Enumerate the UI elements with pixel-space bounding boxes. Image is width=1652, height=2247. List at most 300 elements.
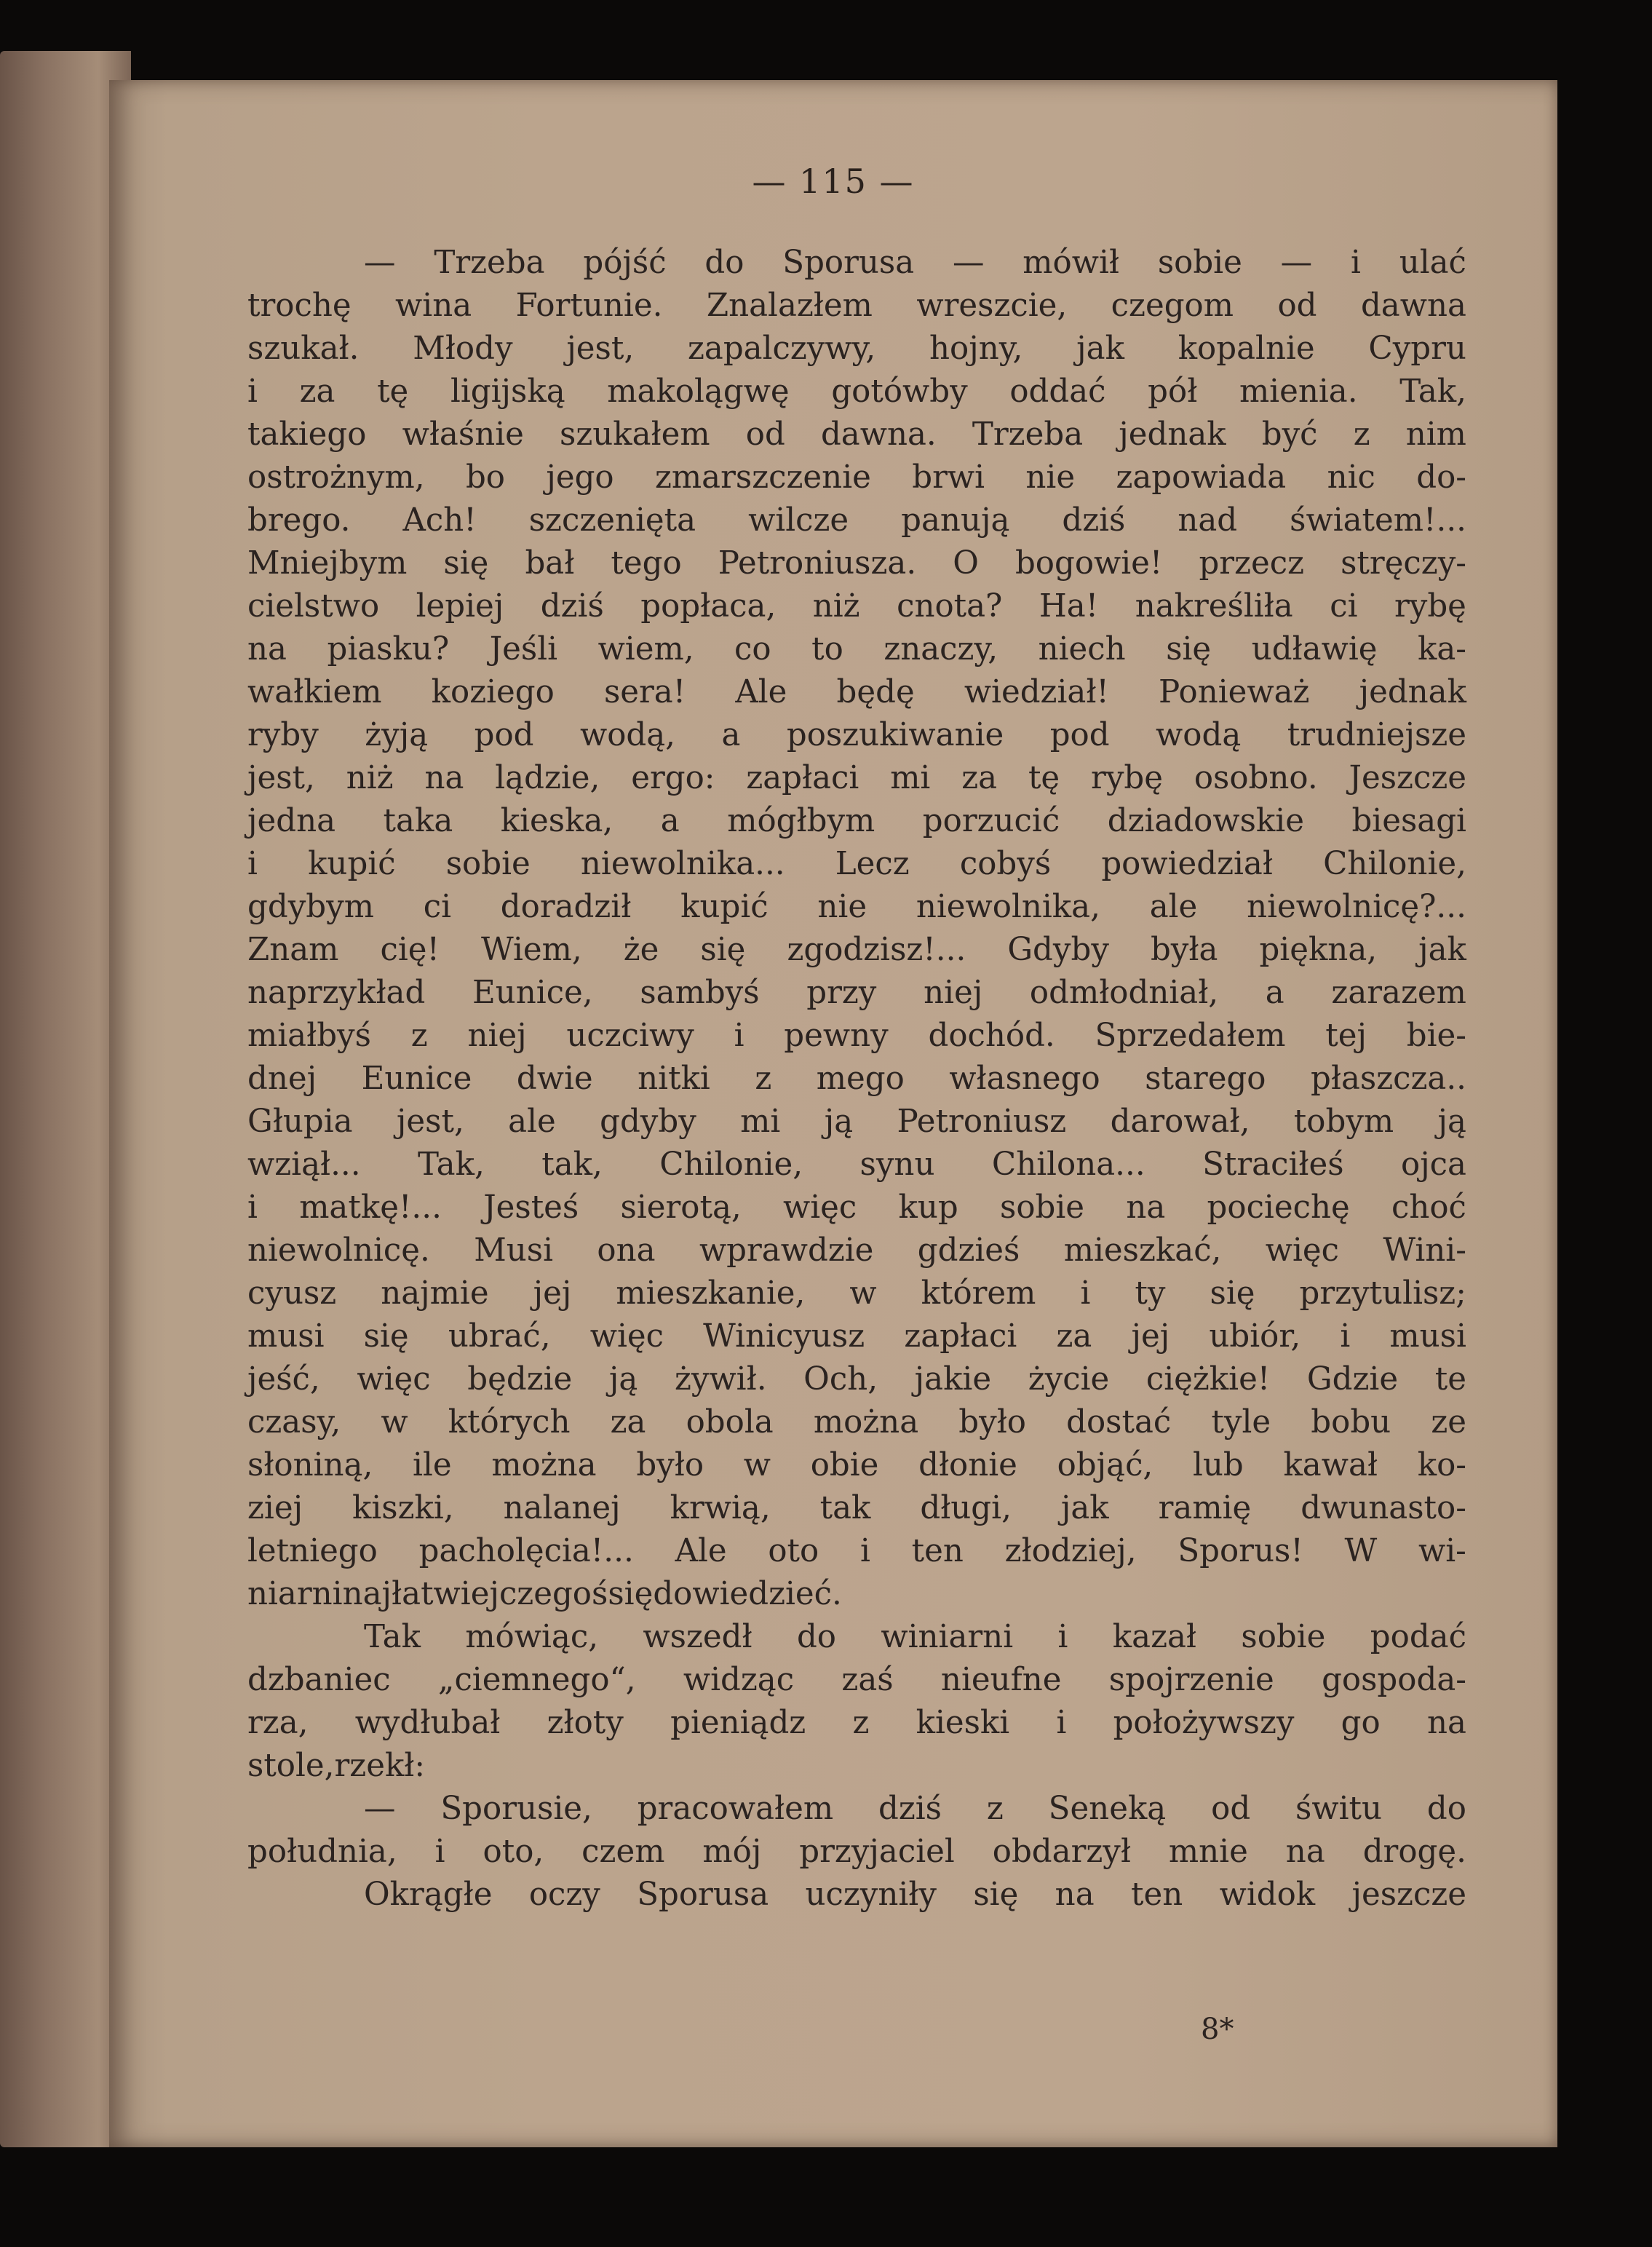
- word: krwią,: [670, 1490, 771, 1526]
- word: sambyś: [640, 975, 760, 1011]
- word: ją: [824, 1103, 854, 1140]
- text-line: [247, 800, 1466, 843]
- word: Jeśli: [489, 631, 558, 667]
- word: wi-: [1418, 1533, 1466, 1569]
- word: co: [734, 631, 771, 667]
- word: szukał.: [247, 330, 360, 367]
- word: Ha!: [1039, 588, 1099, 625]
- word: mieszkanie,: [616, 1275, 806, 1312]
- text-line: [247, 714, 1466, 757]
- word: dziś: [878, 1791, 942, 1827]
- text-line: [247, 1573, 1466, 1616]
- word: za: [299, 373, 335, 410]
- word: ci: [1330, 588, 1358, 625]
- word: słoniną,: [247, 1447, 373, 1483]
- word: można: [491, 1447, 597, 1483]
- word: popłaca,: [640, 588, 777, 625]
- word: udławię: [1251, 631, 1378, 667]
- word: kupić: [680, 889, 769, 925]
- word: jak: [1076, 330, 1124, 367]
- word: w: [743, 1447, 771, 1483]
- word: a: [721, 717, 741, 753]
- word: na: [1055, 1877, 1095, 1913]
- word: jednak: [1359, 674, 1466, 710]
- word: i: [1056, 1705, 1067, 1741]
- word: gospoda-: [1322, 1662, 1466, 1698]
- word: cnota?: [897, 588, 1003, 625]
- word: nim: [1405, 416, 1466, 453]
- word: ci: [423, 889, 451, 925]
- word: bogowie!: [1014, 545, 1163, 582]
- word: niech: [1038, 631, 1126, 667]
- word: dzbaniec: [247, 1662, 391, 1698]
- word: jeszcze: [1351, 1877, 1466, 1913]
- text-line: [247, 1530, 1466, 1573]
- word: ile: [413, 1447, 452, 1483]
- word: niż: [346, 760, 394, 796]
- word: i: [1340, 1318, 1351, 1355]
- word: Och,: [803, 1361, 878, 1398]
- text-line: [247, 628, 1466, 671]
- word: Gdzie: [1306, 1361, 1399, 1398]
- word: od: [745, 416, 785, 453]
- word: Okrągłe: [364, 1877, 493, 1913]
- word: Straciłeś: [1202, 1146, 1344, 1183]
- word: za: [610, 1404, 646, 1440]
- word: i: [434, 1834, 445, 1870]
- word: ostrożnym,: [247, 459, 425, 496]
- text-line: [247, 1015, 1466, 1058]
- word: mówiąc,: [465, 1619, 599, 1655]
- word: to: [811, 631, 843, 667]
- word: w: [849, 1275, 877, 1312]
- word: wodą: [1156, 717, 1242, 753]
- word: pewny: [784, 1018, 889, 1054]
- word: —: [952, 245, 985, 281]
- word: nakreśliła: [1135, 588, 1293, 625]
- word: Ale: [735, 674, 787, 710]
- word: Tak,: [418, 1146, 485, 1183]
- word: i: [1080, 1275, 1091, 1312]
- word: koziego: [431, 674, 555, 710]
- word: Trzeba: [972, 416, 1084, 453]
- word: rybę: [1091, 760, 1163, 796]
- word: tyle: [1211, 1404, 1271, 1440]
- word: ale: [508, 1103, 556, 1140]
- text-line: [247, 1444, 1466, 1487]
- word: niarni: [247, 1576, 343, 1612]
- word: była: [1150, 932, 1218, 968]
- text-line: [247, 671, 1466, 714]
- word: żywił.: [674, 1361, 767, 1398]
- word: ty: [1135, 1275, 1166, 1312]
- word: ko-: [1417, 1447, 1466, 1483]
- word: poszukiwanie: [786, 717, 1004, 753]
- word: więc: [357, 1361, 431, 1398]
- word: lądzie,: [495, 760, 600, 796]
- text-line: [247, 1058, 1466, 1101]
- word: trudniejsze: [1287, 717, 1466, 753]
- word: z: [986, 1791, 1004, 1827]
- word: jest,: [396, 1103, 464, 1140]
- word: ergo:: [631, 760, 715, 796]
- word: pracowałem: [637, 1791, 834, 1827]
- word: darował,: [1110, 1103, 1250, 1140]
- word: wodą,: [579, 717, 675, 753]
- word: uczyniły: [805, 1877, 937, 1913]
- text-line: [247, 1831, 1466, 1874]
- word: stręczy-: [1341, 545, 1466, 582]
- word: oczy: [528, 1877, 600, 1913]
- word: więc: [589, 1318, 664, 1355]
- word: pacholęcia!...: [418, 1533, 634, 1569]
- word: za: [1056, 1318, 1092, 1355]
- text-line: [247, 413, 1466, 456]
- signature-mark: 8*: [1201, 2013, 1234, 2046]
- word: brwi: [912, 459, 985, 496]
- word: Mniejbym: [247, 545, 408, 582]
- word: się: [363, 1318, 409, 1355]
- word: niewolnika,: [916, 889, 1100, 925]
- word: kawał: [1283, 1447, 1378, 1483]
- word: ulać: [1399, 245, 1466, 281]
- word: Chilona...: [991, 1146, 1145, 1183]
- word: winiarni: [881, 1619, 1014, 1655]
- word: tego: [611, 545, 682, 582]
- word: i: [247, 846, 258, 882]
- word: dłonie: [918, 1447, 1017, 1483]
- word: przy: [806, 975, 877, 1011]
- word: jest,: [566, 330, 635, 367]
- word: objąć,: [1057, 1447, 1153, 1483]
- word: taka: [383, 803, 453, 839]
- word: i: [1350, 245, 1361, 281]
- word: mego: [816, 1061, 905, 1097]
- word: zapłaci: [904, 1318, 1017, 1355]
- word: Głupia: [247, 1103, 353, 1140]
- word: mi: [740, 1103, 781, 1140]
- word: w: [381, 1404, 408, 1440]
- word: których: [448, 1404, 571, 1440]
- word: jakie: [914, 1361, 992, 1398]
- word: z: [755, 1061, 772, 1097]
- word: ale: [1149, 889, 1198, 925]
- word: Petroniusza.: [718, 545, 917, 582]
- word: ryby: [247, 717, 319, 753]
- word: ubrać,: [448, 1318, 551, 1355]
- word: na: [424, 760, 464, 796]
- word: matkę!...: [299, 1189, 442, 1226]
- word: się: [1210, 1275, 1255, 1312]
- word: lub: [1192, 1447, 1244, 1483]
- word: południa,: [247, 1834, 397, 1870]
- word: doradził: [500, 889, 632, 925]
- word: zmarszczenie: [655, 459, 871, 496]
- text-line: [247, 1745, 1466, 1788]
- word: położywszy: [1113, 1705, 1295, 1741]
- text-line: [247, 1272, 1466, 1315]
- word: ją: [1437, 1103, 1466, 1140]
- word: i: [859, 1533, 870, 1569]
- text-line: [247, 1874, 1466, 1917]
- word: Młody: [413, 330, 513, 367]
- word: którem: [921, 1275, 1036, 1312]
- word: przecz: [1199, 545, 1305, 582]
- word: starego: [1145, 1061, 1266, 1097]
- word: te: [1434, 1361, 1466, 1398]
- word: gdyby: [600, 1103, 696, 1140]
- word: kieska,: [500, 803, 613, 839]
- word: mnie: [1168, 1834, 1248, 1870]
- word: sobie: [1241, 1619, 1326, 1655]
- word: rza,: [247, 1705, 309, 1741]
- word: jest,: [247, 760, 315, 796]
- word: wiem,: [597, 631, 694, 667]
- text-line: [247, 456, 1466, 499]
- word: ze: [1431, 1404, 1466, 1440]
- word: pociechę: [1207, 1189, 1350, 1226]
- word: podać: [1370, 1619, 1466, 1655]
- word: nalanej: [503, 1490, 621, 1526]
- body-text: [247, 242, 1466, 1917]
- word: na: [1126, 1189, 1166, 1226]
- word: bo: [465, 459, 505, 496]
- word: cobyś: [959, 846, 1052, 882]
- word: więc: [1265, 1232, 1340, 1269]
- word: czegom: [1111, 288, 1234, 324]
- word: niewolnicę?...: [1247, 889, 1466, 925]
- word: zapalczywy,: [687, 330, 876, 367]
- word: Eunice,: [472, 975, 593, 1011]
- word: się: [700, 932, 746, 968]
- text-line: [247, 370, 1466, 413]
- word: —: [1280, 245, 1313, 281]
- word: światem!...: [1290, 502, 1466, 539]
- word: nie: [1025, 459, 1076, 496]
- text-line: [247, 757, 1466, 800]
- word: od: [1277, 288, 1317, 324]
- word: zgodzisz!...: [787, 932, 966, 968]
- word: nieufne: [940, 1662, 1062, 1698]
- word: „ciemnego“,: [437, 1662, 636, 1698]
- word: stole,: [247, 1748, 335, 1784]
- word: świtu: [1295, 1791, 1383, 1827]
- word: oddać: [1009, 373, 1106, 410]
- word: na: [1426, 1705, 1466, 1741]
- word: ramię: [1158, 1490, 1252, 1526]
- word: drogę.: [1362, 1834, 1466, 1870]
- text-line: [247, 328, 1466, 370]
- word: mieszkać,: [1063, 1232, 1222, 1269]
- word: panują: [901, 502, 1010, 539]
- word: —: [364, 245, 396, 281]
- word: piasku?: [327, 631, 450, 667]
- word: kieski: [916, 1705, 1010, 1741]
- word: niż: [812, 588, 860, 625]
- word: gdybym: [247, 889, 374, 925]
- word: własnego: [949, 1061, 1100, 1097]
- word: tę: [1028, 760, 1060, 796]
- word: będę: [836, 674, 915, 710]
- word: ten: [1130, 1877, 1183, 1913]
- word: obie: [810, 1447, 879, 1483]
- word: nad: [1178, 502, 1238, 539]
- word: —: [364, 1791, 396, 1827]
- word: kazał: [1112, 1619, 1197, 1655]
- word: jak: [1418, 932, 1466, 968]
- word: niej: [467, 1018, 527, 1054]
- text-line: [247, 1229, 1466, 1272]
- word: Tak,: [1399, 373, 1466, 410]
- text-line: [247, 1101, 1466, 1144]
- word: do: [704, 245, 744, 281]
- word: Ach!: [402, 502, 477, 539]
- word: być: [1261, 416, 1318, 453]
- word: za: [961, 760, 998, 796]
- word: jednak: [1119, 416, 1226, 453]
- text-line: [247, 1358, 1466, 1401]
- word: dawna.: [820, 416, 937, 453]
- word: jej: [533, 1275, 572, 1312]
- word: złodziej,: [1004, 1533, 1137, 1569]
- word: sobie: [1000, 1189, 1085, 1226]
- word: cyusz: [247, 1275, 337, 1312]
- word: od: [1211, 1791, 1251, 1827]
- word: właśnie: [402, 416, 524, 453]
- word: Wiem,: [481, 932, 582, 968]
- text-line: [247, 972, 1466, 1015]
- word: ciężkie!: [1145, 1361, 1271, 1398]
- word: kup: [898, 1189, 958, 1226]
- word: wiedział!: [964, 674, 1109, 710]
- word: tej: [1325, 1018, 1367, 1054]
- word: tak,: [541, 1146, 603, 1183]
- word: Chilonie,: [1323, 846, 1466, 882]
- word: takiego: [247, 416, 367, 453]
- word: kupić: [308, 846, 396, 882]
- word: na: [1285, 1834, 1325, 1870]
- word: do: [1426, 1791, 1466, 1827]
- word: mógłbym: [727, 803, 875, 839]
- text-line: [247, 929, 1466, 972]
- word: czasy,: [247, 1404, 341, 1440]
- word: Musi: [474, 1232, 554, 1269]
- word: się: [1166, 631, 1212, 667]
- word: na: [247, 631, 287, 667]
- word: wilcze: [748, 502, 849, 539]
- word: wprawdzie: [699, 1232, 874, 1269]
- text-line: [247, 886, 1466, 929]
- word: lepiej: [416, 588, 504, 625]
- word: obola: [686, 1404, 774, 1440]
- text-line: [247, 1186, 1466, 1229]
- word: zapłaci: [746, 760, 859, 796]
- word: Sprzedałem: [1095, 1018, 1286, 1054]
- word: nic: [1327, 459, 1375, 496]
- word: z: [1353, 416, 1370, 453]
- word: pod: [1049, 717, 1110, 753]
- word: przyjaciel: [799, 1834, 955, 1870]
- word: ziej: [247, 1490, 303, 1526]
- word: kiszki,: [352, 1490, 454, 1526]
- word: pod: [474, 717, 534, 753]
- word: się: [443, 545, 489, 582]
- text-line: [247, 585, 1466, 628]
- text-line: [247, 1659, 1466, 1702]
- word: szczenięta: [528, 502, 696, 539]
- word: znaczy,: [883, 631, 998, 667]
- word: się: [973, 1877, 1019, 1913]
- word: piękna,: [1259, 932, 1378, 968]
- word: mój: [702, 1834, 762, 1870]
- word: jej: [1131, 1318, 1170, 1355]
- word: zaś: [841, 1662, 894, 1698]
- text-line: [247, 285, 1466, 328]
- word: Znalazłem: [706, 288, 873, 324]
- word: choć: [1391, 1189, 1466, 1226]
- word: można: [813, 1404, 919, 1440]
- word: ją: [608, 1361, 638, 1398]
- word: że: [623, 932, 659, 968]
- word: zarazem: [1331, 975, 1466, 1011]
- word: długi,: [920, 1490, 1012, 1526]
- word: dnej: [247, 1061, 317, 1097]
- word: zapowiada: [1116, 459, 1287, 496]
- word: odmłodniał,: [1029, 975, 1219, 1011]
- word: gdzieś: [917, 1232, 1020, 1269]
- word: rzekł:: [334, 1748, 426, 1784]
- word: bał: [525, 545, 575, 582]
- word: dziś: [1062, 502, 1126, 539]
- word: Seneką: [1048, 1791, 1167, 1827]
- word: miałbyś: [247, 1018, 371, 1054]
- word: Gdyby: [1007, 932, 1109, 968]
- word: bie-: [1406, 1018, 1466, 1054]
- text-line: [247, 1401, 1466, 1444]
- word: pieniądz: [670, 1705, 806, 1741]
- word: Chilonie,: [659, 1146, 803, 1183]
- word: Sporusa: [637, 1877, 769, 1913]
- word: Znam: [247, 932, 339, 968]
- word: cielstwo: [247, 588, 380, 625]
- word: Ale: [675, 1533, 727, 1569]
- word: i: [1057, 1619, 1068, 1655]
- text-line: [247, 1788, 1466, 1831]
- word: więc: [783, 1189, 857, 1226]
- word: jego: [546, 459, 614, 496]
- word: W: [1344, 1533, 1378, 1569]
- word: wreszcie,: [916, 288, 1068, 324]
- word: wziął...: [247, 1146, 361, 1183]
- word: żyją: [365, 717, 429, 753]
- word: naprzykład: [247, 975, 426, 1011]
- word: ka-: [1418, 631, 1466, 667]
- word: Sporusa: [782, 245, 915, 281]
- word: czegoś: [499, 1576, 608, 1612]
- word: sobie: [1157, 245, 1242, 281]
- word: spojrzenie: [1108, 1662, 1274, 1698]
- word: powiedział: [1101, 846, 1273, 882]
- word: ligijską: [450, 373, 565, 410]
- word: Wini-: [1383, 1232, 1466, 1269]
- word: Petroniusz: [897, 1103, 1067, 1140]
- word: kopalnie: [1178, 330, 1315, 367]
- word: a: [660, 803, 680, 839]
- word: makolągwę: [607, 373, 790, 410]
- text-line: [247, 242, 1466, 285]
- word: wszedł: [643, 1619, 752, 1655]
- word: Ponieważ: [1159, 674, 1310, 710]
